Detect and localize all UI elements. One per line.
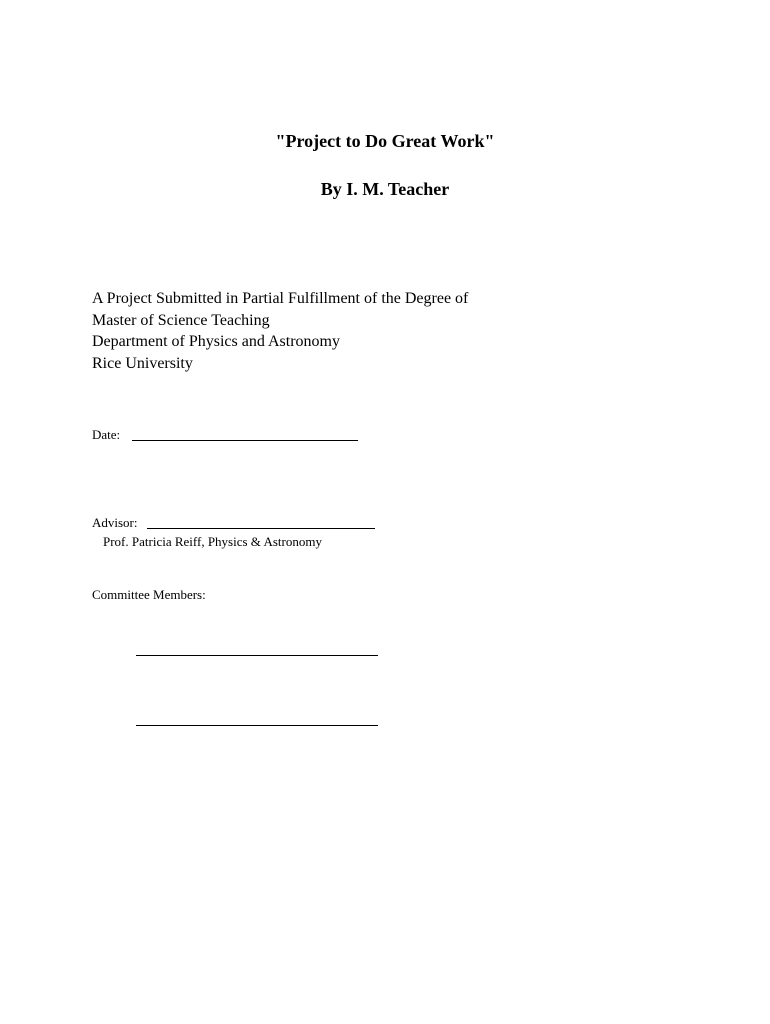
committee-signature-line-1 bbox=[136, 655, 378, 656]
committee-signature-line-2 bbox=[136, 725, 378, 726]
author-line: By I. M. Teacher bbox=[320, 179, 450, 199]
submission-line-2: Master of Science Teaching bbox=[92, 311, 270, 329]
advisor-label: Advisor: bbox=[92, 515, 138, 530]
advisor-signature-line bbox=[147, 528, 375, 529]
date-signature-line bbox=[132, 440, 358, 441]
document-title: "Project to Do Great Work" bbox=[275, 131, 495, 151]
submission-line-4: Rice University bbox=[92, 354, 193, 372]
committee-label: Committee Members: bbox=[92, 587, 206, 602]
date-label: Date: bbox=[92, 427, 121, 442]
submission-line-3: Department of Physics and Astronomy bbox=[92, 333, 340, 350]
submission-block bbox=[92, 288, 468, 374]
advisor-name: Prof. Patricia Reiff, Physics & Astronomy bbox=[103, 534, 322, 549]
submission-line-1: A Project Submitted in Partial Fulfillment of the Degree of bbox=[92, 290, 469, 307]
